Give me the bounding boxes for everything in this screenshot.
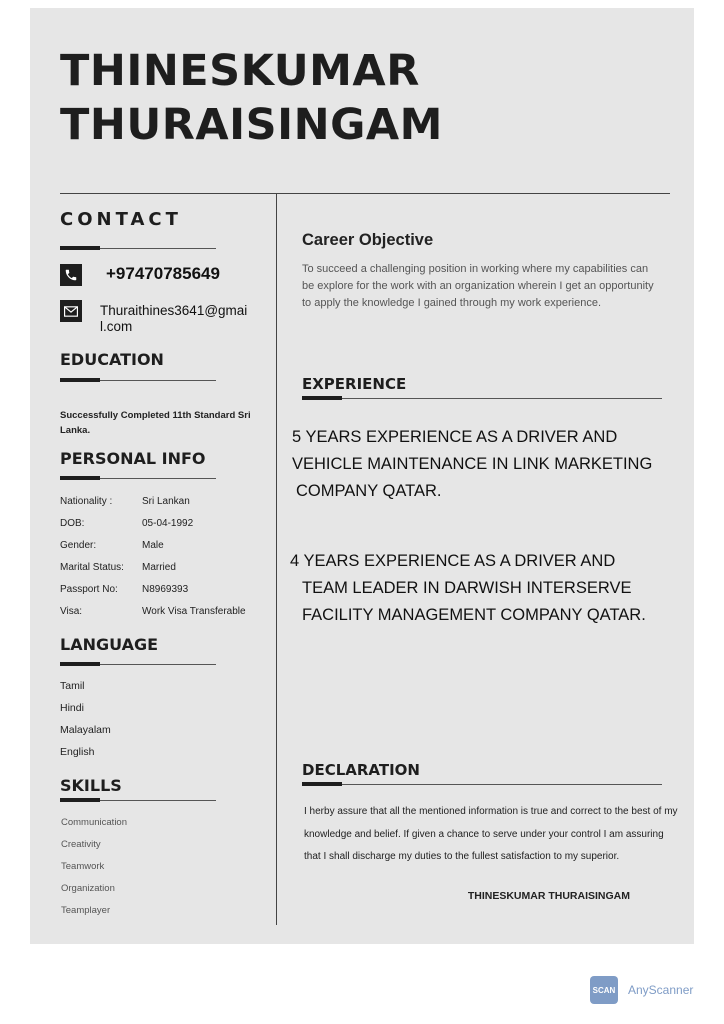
skill-item: Teamplayer bbox=[61, 905, 111, 916]
experience-line: 5 YEARS EXPERIENCE AS A DRIVER AND bbox=[292, 428, 618, 446]
info-value: Male bbox=[142, 540, 164, 551]
experience-underline bbox=[302, 398, 662, 399]
experience-heading: EXPERIENCE bbox=[302, 375, 407, 393]
info-value: 05-04-1992 bbox=[142, 518, 194, 529]
declaration-signature: THINESKUMAR THURAISINGAM bbox=[467, 890, 630, 902]
info-key: Nationality : bbox=[60, 496, 113, 507]
info-key: Marital Status: bbox=[60, 562, 124, 573]
header-divider bbox=[60, 193, 670, 194]
anyscanner-label: AnyScanner bbox=[628, 983, 694, 997]
skill-item: Teamwork bbox=[61, 861, 105, 872]
info-value: Sri Lankan bbox=[142, 496, 190, 507]
experience-line: VEHICLE MAINTENANCE IN LINK MARKETING bbox=[292, 455, 653, 473]
experience-line: 4 YEARS EXPERIENCE AS A DRIVER AND bbox=[290, 552, 616, 570]
skill-item: Communication bbox=[61, 817, 127, 828]
mail-icon bbox=[60, 300, 82, 322]
info-key: DOB: bbox=[60, 518, 85, 529]
contact-heading: CONTACT bbox=[60, 209, 182, 230]
anyscanner-logo-icon: SCAN bbox=[590, 976, 618, 1004]
career-objective-heading: Career Objective bbox=[302, 231, 434, 249]
language-item: Tamil bbox=[60, 680, 85, 692]
experience-accent bbox=[302, 396, 342, 400]
skills-heading: SKILLS bbox=[60, 776, 122, 795]
language-item: English bbox=[60, 746, 95, 758]
info-value: Work Visa Transferable bbox=[142, 606, 246, 617]
language-accent bbox=[60, 662, 100, 666]
education-heading: EDUCATION bbox=[60, 350, 164, 369]
phone-icon bbox=[60, 264, 82, 286]
phone-number: +97470785649 bbox=[106, 264, 220, 283]
language-item: Hindi bbox=[60, 702, 84, 714]
career-objective-text: To succeed a challenging position in working where my capabilities can be explore for the work with an organization wherein I get an opportunity to apply the knowledge I gained through my work experience. bbox=[302, 263, 654, 309]
experience-line: TEAM LEADER IN DARWISH INTERSERVE bbox=[302, 579, 632, 597]
name-line-2: THURAISINGAM bbox=[60, 100, 443, 150]
info-key: Visa: bbox=[60, 606, 83, 617]
experience-line: COMPANY QATAR. bbox=[296, 482, 442, 500]
resume-sheet bbox=[30, 8, 694, 944]
experience-entry bbox=[292, 424, 652, 505]
candidate-name bbox=[60, 44, 443, 152]
info-key: Gender: bbox=[60, 540, 97, 551]
experience-line: FACILITY MANAGEMENT COMPANY QATAR. bbox=[302, 606, 646, 624]
declaration-heading: DECLARATION bbox=[302, 761, 420, 779]
declaration-underline bbox=[302, 784, 662, 785]
info-key: Passport No: bbox=[60, 584, 118, 595]
language-heading: LANGUAGE bbox=[60, 635, 159, 654]
education-accent bbox=[60, 378, 100, 382]
declaration-accent bbox=[302, 782, 342, 786]
info-value: N8969393 bbox=[142, 584, 189, 595]
personal-info-accent bbox=[60, 476, 100, 480]
personal-info-heading: PERSONAL INFO bbox=[60, 449, 206, 468]
language-item: Malayalam bbox=[60, 724, 111, 736]
column-divider bbox=[276, 193, 277, 925]
contact-accent bbox=[60, 246, 100, 250]
name-line-1: THINESKUMAR bbox=[60, 46, 420, 96]
anyscanner-watermark bbox=[590, 976, 693, 1004]
skill-item: Creativity bbox=[61, 839, 101, 850]
experience-entry bbox=[290, 548, 646, 629]
email-address: Thuraithines3641@gmail.com bbox=[100, 303, 248, 334]
declaration-text: I herby assure that all the mentioned information is true and correct to the best of my knowledge and belief. If given a chance to serve under your control I am assuring that I shall discharge my duties to the fullest satisfaction to my superior. bbox=[304, 806, 678, 862]
info-value: Married bbox=[142, 562, 176, 573]
education-text: Successfully Completed 11th Standard Sri Lanka. bbox=[60, 410, 251, 436]
skills-accent bbox=[60, 798, 100, 802]
skill-item: Organization bbox=[61, 883, 115, 894]
